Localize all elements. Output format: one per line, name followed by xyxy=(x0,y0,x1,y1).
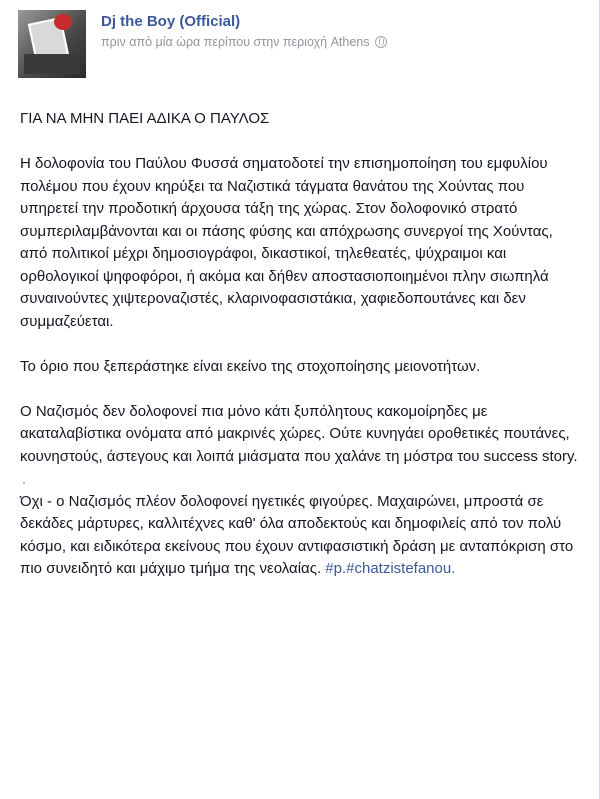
post-paragraph-4-text: Όχι - ο Ναζισμός πλέον δολοφονεί ηγετικές φιγούρες. Μαχαιρώνει, μπροστά σε δεκάδες μάρτυρες, καλλιτέχνες καθ' όλα αποδεκτούς και δημοφιλείς από τον πολύ κόσμο, και ειδικότερα εκείνους που έχουν αντιφασιστική δράση με ανταπόκριση στο πιο συνειδητό και μάχιμο τμήμα της νεολαίας. xyxy=(20,492,574,577)
post-header xyxy=(18,10,387,78)
post-timestamp[interactable]: πριν από μία ώρα περίπου στην περιοχή Athens xyxy=(101,35,370,49)
post-title: ΓΙΑ ΝΑ ΜΗΝ ΠΑΕΙ ΑΔΙΚΑ Ο ΠΑΥΛΟΣ xyxy=(20,110,270,127)
author-avatar[interactable] xyxy=(18,10,86,78)
post-timestamp-line xyxy=(101,32,387,52)
separator-dot: · xyxy=(22,475,26,489)
post-paragraph-2: Το όριο που ξεπεράστηκε είναι εκείνο της στοχοποίησης μειονοτήτων. xyxy=(20,357,481,375)
post-meta xyxy=(101,10,387,52)
hashtag-link[interactable]: #p.#chatzistefanou. xyxy=(325,560,456,577)
post-paragraph-4 xyxy=(20,491,580,581)
post-body xyxy=(20,108,580,581)
post-paragraph-1: Η δολοφονία του Παύλου Φυσσά σηματοδοτεί την επισημοποίηση του εμφυλίου πολέμου που έχουν κηρύξει τα Ναζιστικά τάγματα θανάτου της Χούντας που υπηρετεί την προδοτική άρχουσα τάξη της χώρας. Στον δολοφονικό στρατό συμπεριλαμβάνονται και οι πάσης φύσης και απόχρωσης συνεργοί της Χούντας, από πολιτικοί μέχρι δημοσιογράφοι, δικαστικοί, τηλεθεατές, ψύχραιμοι και ορθολογικοί ψηφοφόροι, ή ακόμα και δήθεν αποστασιοποιημένοι πλην σιωπηλά συναινούντες χιψτεροναζιστές, κλαρινοφασιστάκια, χαφιεδοπουτάνες και δεν συμμαζεύεται. xyxy=(20,155,553,330)
post-paragraph-3: Ο Ναζισμός δεν δολοφονεί πια μόνο κάτι ξυπόλητους κακομοίρηδες με ακαταλαβίστικα ονόματα από μακρινές χώρες. Ούτε κυνηγάει οροθετικές πουτάνες, κουνηστούς, άστεγους και λοιπά μιάσματα που χαλάνε τη μόστρα του success story. xyxy=(20,402,578,465)
globe-icon[interactable] xyxy=(375,36,387,48)
author-name-link[interactable]: Dj the Boy (Official) xyxy=(101,13,241,30)
